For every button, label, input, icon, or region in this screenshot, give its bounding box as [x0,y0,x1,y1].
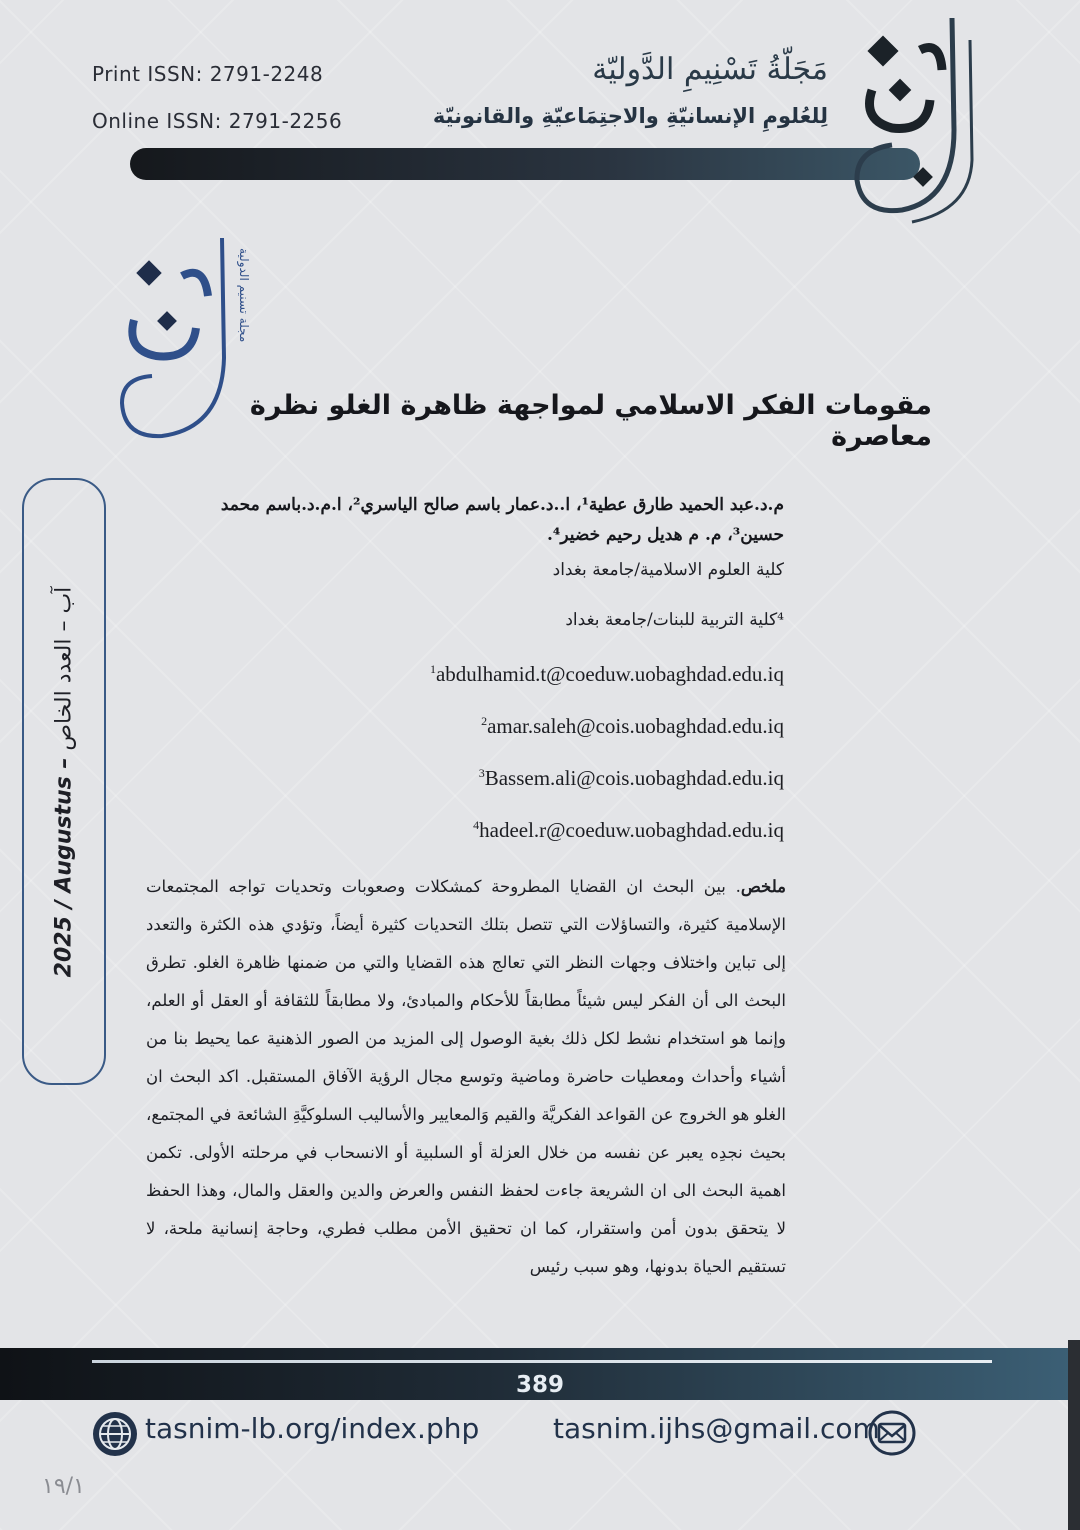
print-issn: Print ISSN: 2791-2248 [92,62,324,86]
author-email-1[interactable] [264,662,784,687]
page-edge [1068,1340,1080,1530]
email-text: abdulhamid.t@coeduw.uobaghdad.edu.iq [435,662,784,686]
paper-title: مقومات الفكر الاسلامي لمواجهة ظاهرة الغلو نظرة معاصرة [249,390,932,452]
issue-label [52,587,77,978]
online-issn: Online ISSN: 2791-2256 [92,109,343,133]
issue-arabic-label: آب – العدد الخاص [51,586,77,751]
author-email-3[interactable] [264,766,784,791]
envelope-icon [868,1410,916,1456]
journal-subtitle: لِلعُلومِ الإنسانيّةِ والاجتِمَاعيّةِ والقانونيّة [432,104,828,128]
globe-icon [92,1411,138,1457]
journal-title: مَجَلّةُ تَسْنِيمِ الدَّوليّة [592,52,828,87]
affiliation-2: ⁴كلية التربية للبنات/جامعة بغداد [565,610,784,630]
email-index: 1 [429,662,436,676]
page-number: 389 [515,1372,564,1398]
email-index: 3 [478,766,485,780]
author-email-4[interactable] [264,818,784,843]
svg-text:مجلة تسنيم الدولية: مجلة تسنيم الدولية [237,248,251,343]
email-index: 4 [473,818,480,832]
issue-year-month: 2025 / Augustus – [51,757,77,978]
paper-authors: م.د.عبد الحميد طارق عطية¹، ا..د.عمار باسم صالح الياسري²، ا.م.د.باسم محمد حسين³، م. م هديل رحيم خضير⁴. [220,495,784,545]
folio-mark: ١٩/١ [42,1474,85,1499]
contact-email-link[interactable]: tasnim.ijhs@gmail.com [553,1412,880,1445]
abstract [146,868,786,1286]
affiliation-1: كلية العلوم الاسلامية/جامعة بغداد [552,560,784,580]
website-link[interactable]: tasnim-lb.org/index.php [145,1412,480,1445]
abstract-label: ملخص [740,877,786,896]
author-email-2[interactable] [264,714,784,739]
email-text: hadeel.r@coeduw.uobaghdad.edu.iq [479,818,784,842]
email-text: amar.saleh@cois.uobaghdad.edu.iq [487,714,784,738]
journal-logo-icon [842,10,982,225]
email-index: 2 [481,714,488,728]
email-text: Bassem.ali@cois.uobaghdad.edu.iq [484,766,784,790]
header-bar [130,148,920,180]
footer-divider [92,1360,992,1363]
abstract-text: . بين البحث ان القضايا المطروحة كمشكلات وصعوبات وتحديات تواجه المجتمعات الإسلامية كثيرة، والتساؤلات التي تتصل بتلك التحديات كثيرة أيضاً، وتؤدي هذه الكثرة والتعدد إلى تباين واختلاف وجهات النظر التي تعالج هذه القضايا والتي من ضمنها ظاهرة الغلو. تطرق البحث الى أن الفكر ليس شيئاً مطابقاً للأحكام والمبادئ، ولا مطابقاً للثقافة أو العقل أو العلم، وإنما هو استخدام نشط لكل ذلك بغية الوصول إلى المزيد من الصور الذهنية عما يحيط بنا من أشياء وأحداث ومعطيات حاضرة وماضية وتوسع مجال الرؤية الآفاق المستقبل. اكد البحث ان الغلو هو الخروج عن القواعد الفكريَّة والقيم وَالمعايير والأساليب السلوكيَّةِ الشائعة في المجتمع، بحيث نجدِه يعبر عن نفسه من خلال العزلة أو السلبية أو الانسحاب في مرحلته الأولى. تكمن اهمية البحث الى ان الشريعة جاءت لحفظ النفس والعرض والدين والعقل والمال، وهذا الحفظ لا يتحقق بدون أمن واستقرار، كما ان تحقيق الأمن مطلب فطري، وحاجة إنسانية ملحة، لا تستقيم الحياة بدونها، وهو سبب رئيس [146,877,786,1276]
